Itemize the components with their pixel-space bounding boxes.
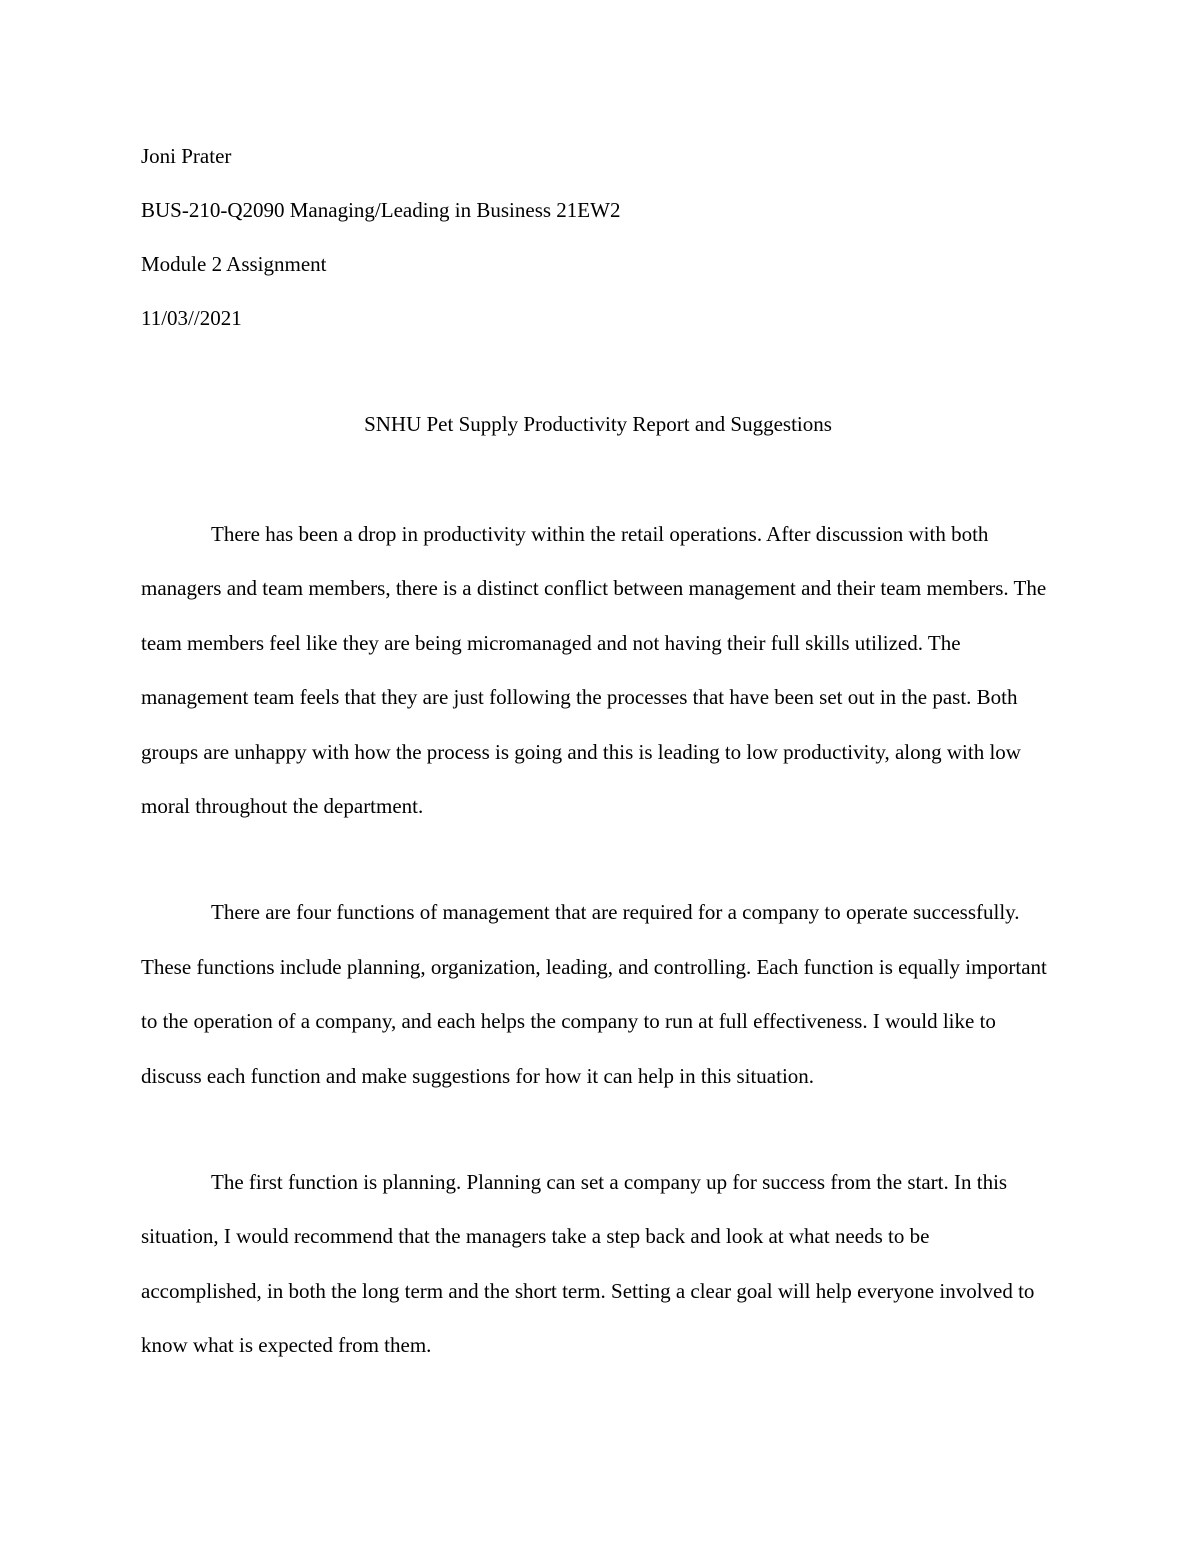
paragraph-planning: The first function is planning. Planning can set a company up for success from the start. In this situation, I would recommend that the managers take a step back and look at what needs to be accomplished, in both the long term and the short term. Setting a clear goal will help everyone involved to know what is expected from them.	[141, 1170, 1035, 1358]
paragraph-productivity-drop: There has been a drop in productivity within the retail operations. After discussion with both managers and team members, there is a distinct conflict between management and their team members. The team members feel like they are being micromanaged and not having their full skills utilized. The management team feels that they are just following the processes that have been set out in the past. Both groups are unhappy with how the process is going and this is leading to low productivity, along with low moral throughout the department.	[141, 522, 1047, 819]
paragraph-management-functions: There are four functions of management that are required for a company to operate successfully. These functions include planning, organization, leading, and controlling. Each function is equally important to the operation of a company, and each helps the company to run at full effectiveness. I would like to discuss each function and make suggestions for how it can help in this situation.	[141, 900, 1047, 1088]
assignment-name: Module 2 Assignment	[141, 252, 327, 276]
document-title: SNHU Pet Supply Productivity Report and Suggestions	[364, 412, 832, 436]
submission-date: 11/03//2021	[141, 306, 242, 330]
document-body	[141, 507, 1055, 1373]
course-name: BUS-210-Q2090 Managing/Leading in Business 21EW2	[141, 198, 621, 222]
author-name: Joni Prater	[141, 144, 232, 168]
